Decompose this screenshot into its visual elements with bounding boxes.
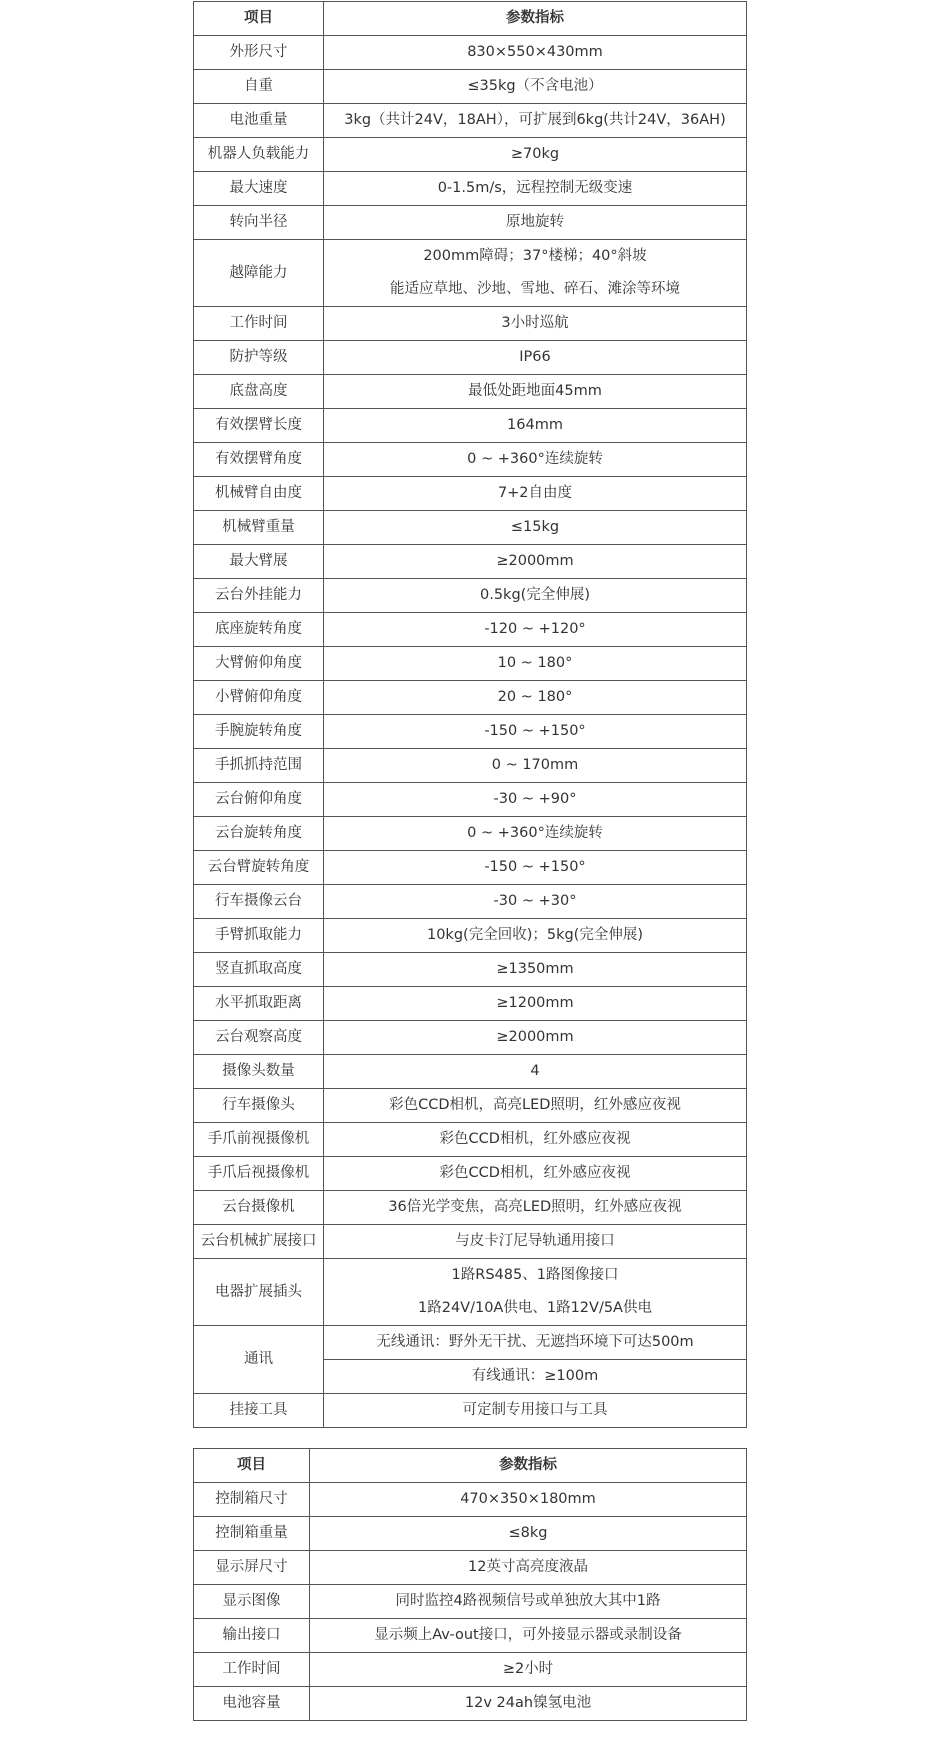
- row-spec-value: 0 ~ +360°连续旋转: [324, 817, 747, 851]
- table-row: [194, 851, 747, 885]
- row-item-label: 摄像头数量: [194, 1055, 324, 1089]
- row-item-label: 有效摆臂角度: [194, 443, 324, 477]
- row-spec-value: 0.5kg(完全伸展): [324, 579, 747, 613]
- table-row: [194, 681, 747, 715]
- table-row: [194, 1394, 747, 1428]
- table-row: [194, 477, 747, 511]
- row-item-label: 越障能力: [194, 240, 324, 307]
- table-row: [194, 1191, 747, 1225]
- row-item-label: 行车摄像头: [194, 1089, 324, 1123]
- row-item-label: 自重: [194, 70, 324, 104]
- table-row: [194, 409, 747, 443]
- table-row: [194, 36, 747, 70]
- table-row: [194, 1123, 747, 1157]
- row-spec-value: 12英寸高亮度液晶: [310, 1551, 747, 1585]
- row-item-label: 水平抓取距离: [194, 987, 324, 1021]
- row-item-label: 手腕旋转角度: [194, 715, 324, 749]
- row-spec-value: 原地旋转: [324, 206, 747, 240]
- row-item-label: 小臂俯仰角度: [194, 681, 324, 715]
- row-spec-value: ≥1200mm: [324, 987, 747, 1021]
- table-row: [194, 1055, 747, 1089]
- table-row: [194, 1157, 747, 1191]
- row-item-label: 最大臂展: [194, 545, 324, 579]
- row-item-label: 云台旋转角度: [194, 817, 324, 851]
- row-item-label: 行车摄像云台: [194, 885, 324, 919]
- row-item-label: 机器人负载能力: [194, 138, 324, 172]
- row-item-label: 工作时间: [194, 307, 324, 341]
- table-row: [194, 579, 747, 613]
- column-header-item: 项目: [194, 1449, 310, 1483]
- row-spec-value: 无线通讯：野外无干扰、无遮挡环境下可达500m: [324, 1326, 747, 1360]
- row-spec-value: -30 ~ +90°: [324, 783, 747, 817]
- row-item-label: 机械臂重量: [194, 511, 324, 545]
- row-spec-value: 830×550×430mm: [324, 36, 747, 70]
- row-spec-value: ≥70kg: [324, 138, 747, 172]
- row-spec-value: 12v 24ah镍氢电池: [310, 1687, 747, 1721]
- table-row: [194, 1225, 747, 1259]
- table-row: [194, 545, 747, 579]
- row-spec-value-line: 能适应草地、沙地、雪地、碎石、滩涂等环境: [390, 281, 680, 297]
- row-spec-value: 0 ~ 170mm: [324, 749, 747, 783]
- row-item-label: 机械臂自由度: [194, 477, 324, 511]
- row-item-label: 输出接口: [194, 1619, 310, 1653]
- row-spec-value: 同时监控4路视频信号或单独放大其中1路: [310, 1585, 747, 1619]
- row-item-label: 大臂俯仰角度: [194, 647, 324, 681]
- row-item-label: 云台观察高度: [194, 1021, 324, 1055]
- table-row: [194, 70, 747, 104]
- row-item-label: 云台外挂能力: [194, 579, 324, 613]
- row-spec-value: 164mm: [324, 409, 747, 443]
- table-header-row: [194, 2, 747, 36]
- row-spec-value: ≤8kg: [310, 1517, 747, 1551]
- table-row: [194, 715, 747, 749]
- row-spec-value: ≤15kg: [324, 511, 747, 545]
- table-row: [194, 511, 747, 545]
- table-row: [194, 1551, 747, 1585]
- row-item-label: 转向半径: [194, 206, 324, 240]
- row-item-label: 竖直抓取高度: [194, 953, 324, 987]
- row-item-label: 底座旋转角度: [194, 613, 324, 647]
- column-header-spec: 参数指标: [310, 1449, 747, 1483]
- row-item-label: 外形尺寸: [194, 36, 324, 70]
- row-item-label: 控制箱重量: [194, 1517, 310, 1551]
- table-row: [194, 613, 747, 647]
- row-item-label: 手臂抓取能力: [194, 919, 324, 953]
- row-item-label: 云台臂旋转角度: [194, 851, 324, 885]
- row-spec-value: 最低处距地面45mm: [324, 375, 747, 409]
- table-row: [194, 1517, 747, 1551]
- row-spec-value-line: 1路RS485、1路图像接口: [451, 1267, 619, 1283]
- row-item-label: 通讯: [194, 1326, 324, 1394]
- table-row: [194, 1619, 747, 1653]
- row-spec-value: 10 ~ 180°: [324, 647, 747, 681]
- row-spec-value: 20 ~ 180°: [324, 681, 747, 715]
- row-item-label: 云台摄像机: [194, 1191, 324, 1225]
- row-spec-value: 4: [324, 1055, 747, 1089]
- table-row: [194, 1259, 747, 1326]
- row-spec-value: 3kg（共计24V，18AH），可扩展到6kg(共计24V，36AH): [324, 104, 747, 138]
- table-row: [194, 1687, 747, 1721]
- row-spec-value: 显示频上Av-out接口，可外接显示器或录制设备: [310, 1619, 747, 1653]
- row-spec-value-line: 1路24V/10A供电、1路12V/5A供电: [418, 1300, 652, 1316]
- row-spec-value: 有线通讯：≥100m: [324, 1360, 747, 1394]
- row-item-label: 有效摆臂长度: [194, 409, 324, 443]
- table-row: [194, 138, 747, 172]
- row-item-label: 手爪后视摄像机: [194, 1157, 324, 1191]
- row-spec-value: 可定制专用接口与工具: [324, 1394, 747, 1428]
- table-row: [194, 1021, 747, 1055]
- row-spec-value: 36倍光学变焦，高亮LED照明，红外感应夜视: [324, 1191, 747, 1225]
- row-spec-value: ≤35kg（不含电池）: [324, 70, 747, 104]
- table-row: [194, 240, 747, 307]
- column-header-spec: 参数指标: [324, 2, 747, 36]
- row-item-label: 挂接工具: [194, 1394, 324, 1428]
- controller-spec-table: [193, 1448, 747, 1721]
- row-item-label: 防护等级: [194, 341, 324, 375]
- row-item-label: 控制箱尺寸: [194, 1483, 310, 1517]
- row-spec-value: 0-1.5m/s，远程控制无级变速: [324, 172, 747, 206]
- row-spec-value: ≥1350mm: [324, 953, 747, 987]
- table-row: [194, 307, 747, 341]
- row-item-label: 工作时间: [194, 1653, 310, 1687]
- column-header-item: 项目: [194, 2, 324, 36]
- row-item-label: 显示图像: [194, 1585, 310, 1619]
- table-row: [194, 172, 747, 206]
- row-spec-value: 470×350×180mm: [310, 1483, 747, 1517]
- table-row: [194, 1326, 747, 1360]
- row-spec-value: IP66: [324, 341, 747, 375]
- row-item-label: 云台俯仰角度: [194, 783, 324, 817]
- row-item-label: 最大速度: [194, 172, 324, 206]
- row-item-label: 电池重量: [194, 104, 324, 138]
- row-spec-value: -30 ~ +30°: [324, 885, 747, 919]
- row-item-label: 电池容量: [194, 1687, 310, 1721]
- row-spec-value: 彩色CCD相机，红外感应夜视: [324, 1123, 747, 1157]
- table-row: [194, 1089, 747, 1123]
- row-spec-value: -150 ~ +150°: [324, 851, 747, 885]
- table-row: [194, 206, 747, 240]
- robot-spec-table: [193, 1, 747, 1428]
- row-spec-value: -120 ~ +120°: [324, 613, 747, 647]
- row-item-label: 手抓抓持范围: [194, 749, 324, 783]
- table-row: [194, 987, 747, 1021]
- table-row: [194, 647, 747, 681]
- controller-spec-table-body: [194, 1449, 747, 1721]
- row-spec-value-multiline: [324, 1259, 747, 1326]
- row-item-label: 底盘高度: [194, 375, 324, 409]
- row-item-label: 云台机械扩展接口: [194, 1225, 324, 1259]
- table-row: [194, 1585, 747, 1619]
- row-spec-value: 10kg(完全回收)；5kg(完全伸展): [324, 919, 747, 953]
- row-spec-value: ≥2小时: [310, 1653, 747, 1687]
- row-spec-value: 彩色CCD相机，高亮LED照明，红外感应夜视: [324, 1089, 747, 1123]
- row-spec-value-line: 200mm障碍；37°楼梯；40°斜坡: [423, 248, 647, 264]
- table-row: [194, 443, 747, 477]
- table-row: [194, 341, 747, 375]
- table-header-row: [194, 1449, 747, 1483]
- table-row: [194, 104, 747, 138]
- table-row: [194, 375, 747, 409]
- table-row: [194, 919, 747, 953]
- row-spec-value: 0 ~ +360°连续旋转: [324, 443, 747, 477]
- row-spec-value: 与皮卡汀尼导轨通用接口: [324, 1225, 747, 1259]
- row-item-label: 显示屏尺寸: [194, 1551, 310, 1585]
- table-row: [194, 817, 747, 851]
- table-row: [194, 783, 747, 817]
- table-row: [194, 1653, 747, 1687]
- row-spec-value: 彩色CCD相机，红外感应夜视: [324, 1157, 747, 1191]
- row-spec-value: ≥2000mm: [324, 545, 747, 579]
- row-item-label: 手爪前视摄像机: [194, 1123, 324, 1157]
- robot-spec-table-body: [194, 2, 747, 1428]
- row-spec-value-multiline: [324, 240, 747, 307]
- table-row: [194, 885, 747, 919]
- row-spec-value: ≥2000mm: [324, 1021, 747, 1055]
- row-item-label: 电器扩展插头: [194, 1259, 324, 1326]
- row-spec-value: -150 ~ +150°: [324, 715, 747, 749]
- table-row: [194, 953, 747, 987]
- table-row: [194, 1483, 747, 1517]
- row-spec-value: 3小时巡航: [324, 307, 747, 341]
- table-row: [194, 749, 747, 783]
- row-spec-value: 7+2自由度: [324, 477, 747, 511]
